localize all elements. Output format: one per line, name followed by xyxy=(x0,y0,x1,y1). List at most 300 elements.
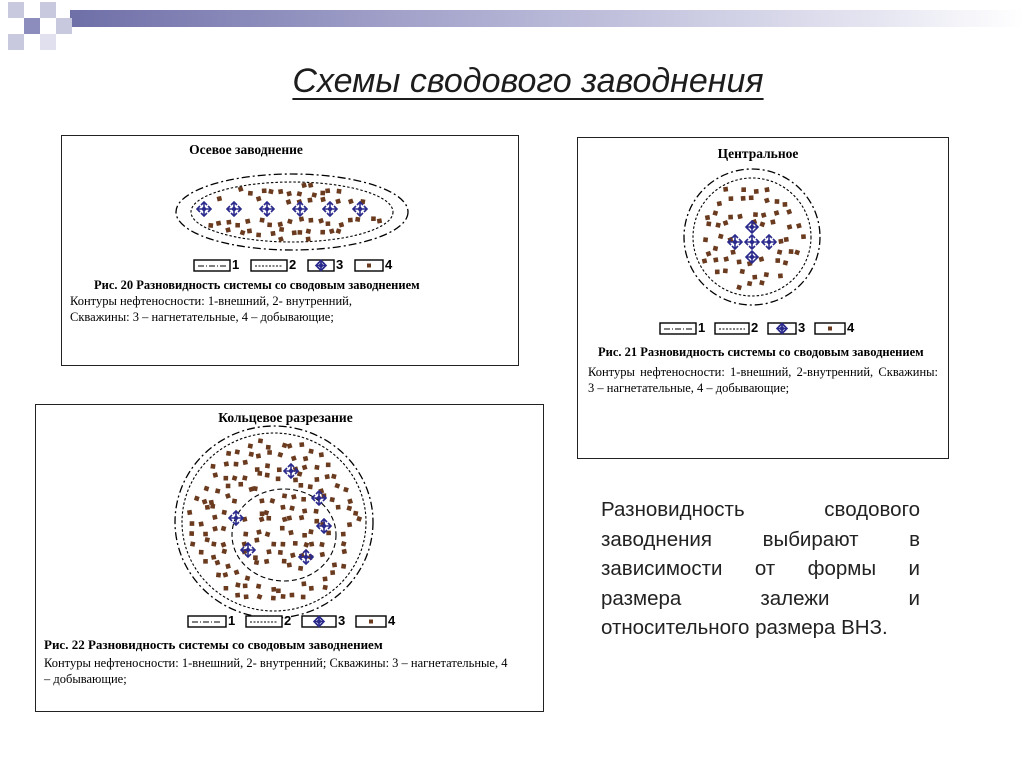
production-well-icon xyxy=(353,511,358,516)
production-well-icon xyxy=(341,532,346,537)
production-well-icon xyxy=(737,214,743,220)
production-well-icon xyxy=(325,474,330,479)
injection-well-icon xyxy=(323,202,337,216)
production-well-icon xyxy=(202,499,208,505)
production-well-icon xyxy=(314,519,319,524)
production-well-icon xyxy=(287,219,293,225)
production-well-icon xyxy=(713,246,719,252)
production-well-icon xyxy=(297,191,303,197)
production-well-icon xyxy=(289,505,295,511)
production-well-icon xyxy=(293,478,298,483)
production-well-icon xyxy=(254,560,259,565)
production-well-icon xyxy=(778,273,783,278)
production-well-icon xyxy=(774,210,780,216)
production-well-icon xyxy=(224,586,229,591)
production-well-icon xyxy=(238,186,244,192)
production-well-icon xyxy=(706,221,711,226)
production-well-icon xyxy=(703,237,708,242)
production-well-icon xyxy=(257,594,263,600)
production-well-icon xyxy=(330,570,335,575)
production-well-icon xyxy=(341,564,346,569)
production-well-icon xyxy=(258,438,263,443)
production-well-icon xyxy=(752,275,757,280)
production-well-icon xyxy=(737,259,742,264)
production-well-icon xyxy=(308,449,313,454)
production-well-icon xyxy=(265,473,270,478)
production-well-icon xyxy=(783,202,788,207)
production-well-icon xyxy=(235,582,240,587)
production-well-icon xyxy=(277,452,283,458)
production-well-icon xyxy=(749,195,754,200)
figure-20-title: Осевое заводнение xyxy=(189,142,303,157)
figure-22-caption-text: Контуры нефтеносности: 1-внешний, 2- внутренний; Скважины: 3 – нагнетательные, 4 – добывающие; xyxy=(44,656,508,686)
figure-20-caption-line2: Скважины: 3 – нагнетательные, 4 – добывающие; xyxy=(70,310,334,324)
production-well-icon xyxy=(280,542,285,547)
figure-21-title: Центральное xyxy=(717,146,799,161)
figure-21-diagram xyxy=(578,138,948,458)
production-well-icon xyxy=(740,269,745,274)
legend-label-1: 1 xyxy=(228,613,236,628)
production-well-icon xyxy=(277,467,282,472)
figure-22-panel xyxy=(35,404,544,712)
production-well-icon xyxy=(235,593,240,598)
legend-label-3: 3 xyxy=(336,257,344,272)
production-well-icon xyxy=(347,498,353,504)
production-well-icon xyxy=(215,488,220,493)
production-well-icon xyxy=(715,270,720,275)
production-well-icon xyxy=(298,566,303,571)
production-well-icon xyxy=(266,516,271,521)
production-well-icon xyxy=(266,549,271,554)
injection-well-icon xyxy=(745,235,759,249)
production-well-icon xyxy=(789,249,794,254)
production-well-icon xyxy=(308,529,313,534)
production-well-icon xyxy=(215,560,221,566)
production-well-icon xyxy=(189,531,194,536)
production-well-icon xyxy=(282,517,288,523)
production-well-icon xyxy=(320,197,326,203)
production-well-icon xyxy=(371,216,376,221)
production-well-icon xyxy=(271,596,276,601)
production-well-icon xyxy=(712,210,718,216)
production-well-icon xyxy=(736,285,742,291)
production-well-icon xyxy=(259,498,264,503)
production-well-icon xyxy=(226,451,231,456)
legend-production-icon xyxy=(367,264,371,268)
injection-well-icon xyxy=(728,235,742,249)
injection-well-icon xyxy=(197,202,211,216)
production-well-icon xyxy=(301,595,306,600)
production-well-icon xyxy=(741,187,746,192)
production-well-icon xyxy=(355,217,360,222)
production-well-icon xyxy=(301,182,307,188)
production-well-icon xyxy=(212,514,218,520)
outer-contour-ellipse xyxy=(176,174,408,250)
inner-contour-circle xyxy=(182,433,366,611)
production-well-icon xyxy=(265,531,271,537)
production-well-icon xyxy=(348,218,353,223)
injection-well-icon xyxy=(353,202,367,216)
production-well-icon xyxy=(777,249,783,255)
production-well-icon xyxy=(259,516,265,522)
production-well-icon xyxy=(728,215,733,220)
production-well-icon xyxy=(234,569,240,575)
production-well-icon xyxy=(336,228,342,234)
production-well-icon xyxy=(232,475,238,481)
production-well-icon xyxy=(314,477,319,482)
production-well-icon xyxy=(342,549,347,554)
legend-production-icon xyxy=(828,327,832,331)
production-well-icon xyxy=(322,576,327,581)
production-well-icon xyxy=(299,442,304,447)
production-well-icon xyxy=(761,212,767,218)
production-well-icon xyxy=(322,585,327,590)
production-well-icon xyxy=(306,237,311,242)
production-well-icon xyxy=(199,521,204,526)
production-well-icon xyxy=(238,482,243,487)
production-well-icon xyxy=(254,537,259,542)
production-well-icon xyxy=(213,472,219,478)
production-well-icon xyxy=(287,562,292,567)
production-well-icon xyxy=(216,572,221,577)
production-well-icon xyxy=(706,251,712,257)
production-well-icon xyxy=(287,515,292,520)
production-well-icon xyxy=(265,463,270,468)
production-well-icon xyxy=(314,465,319,470)
production-well-icon xyxy=(234,462,239,467)
production-well-icon xyxy=(286,191,292,197)
deco-square xyxy=(40,2,56,18)
legend-label-2: 2 xyxy=(284,613,292,628)
production-well-icon xyxy=(252,486,257,491)
production-well-icon xyxy=(226,484,231,489)
production-well-icon xyxy=(293,541,298,546)
production-well-icon xyxy=(723,268,728,273)
deco-square xyxy=(24,18,40,34)
production-well-icon xyxy=(775,258,780,263)
production-well-icon xyxy=(235,223,240,228)
production-well-icon xyxy=(326,221,331,226)
production-well-icon xyxy=(759,280,765,286)
production-well-icon xyxy=(303,542,309,548)
production-well-icon xyxy=(796,223,802,229)
production-well-icon xyxy=(225,493,231,499)
production-well-icon xyxy=(320,230,325,235)
production-well-icon xyxy=(336,189,341,194)
production-well-icon xyxy=(203,532,208,537)
figure-21-caption-bold: Рис. 21 Разновидность системы со сводовым заводнением xyxy=(598,345,924,359)
production-well-icon xyxy=(221,542,227,548)
legend-label-3: 3 xyxy=(798,320,806,335)
production-well-icon xyxy=(276,588,281,593)
production-well-icon xyxy=(320,191,325,196)
production-well-icon xyxy=(764,198,770,204)
production-well-icon xyxy=(356,516,362,522)
figure-21-caption-text: Контуры нефтеносности: 1-внешний, 2-внутренний, Скважины: 3 – нагнетательные, 4 – добывающие; xyxy=(588,365,938,395)
figure-20-diagram xyxy=(62,136,518,365)
figure-20-panel xyxy=(61,135,519,366)
production-well-icon xyxy=(730,249,735,254)
production-well-icon xyxy=(232,498,237,503)
production-well-icon xyxy=(326,531,331,536)
production-well-icon xyxy=(308,218,313,223)
production-well-icon xyxy=(347,522,352,527)
production-well-icon xyxy=(264,559,269,564)
production-well-icon xyxy=(203,559,208,564)
production-well-icon xyxy=(253,555,258,560)
production-well-icon xyxy=(313,509,318,514)
production-well-icon xyxy=(764,272,769,277)
production-well-icon xyxy=(278,550,283,555)
production-well-icon xyxy=(306,228,312,234)
production-well-icon xyxy=(702,258,708,264)
production-well-icon xyxy=(242,475,248,481)
production-well-icon xyxy=(243,460,248,465)
legend-label-1: 1 xyxy=(698,320,706,335)
production-well-icon xyxy=(329,228,335,234)
production-well-icon xyxy=(256,232,261,237)
injection-well-icon xyxy=(299,550,313,564)
production-well-icon xyxy=(235,449,240,454)
production-well-icon xyxy=(190,521,195,526)
production-well-icon xyxy=(225,563,231,569)
production-well-icon xyxy=(245,575,251,581)
figure-20-caption xyxy=(70,277,510,325)
production-well-icon xyxy=(309,541,314,546)
production-well-icon xyxy=(279,227,284,232)
header-gradient-band xyxy=(70,10,1024,27)
legend-label-4: 4 xyxy=(388,613,396,628)
production-well-icon xyxy=(222,510,227,515)
production-well-icon xyxy=(335,198,341,204)
production-well-icon xyxy=(377,218,382,223)
production-well-icon xyxy=(319,452,324,457)
production-well-icon xyxy=(715,222,721,228)
production-well-icon xyxy=(223,476,228,481)
production-well-icon xyxy=(778,239,783,244)
production-well-icon xyxy=(217,196,223,202)
production-well-icon xyxy=(221,526,227,532)
production-well-icon xyxy=(290,593,295,598)
production-well-icon xyxy=(299,483,304,488)
header-decoration xyxy=(0,0,1024,56)
production-well-icon xyxy=(339,222,345,228)
production-well-icon xyxy=(786,209,792,215)
production-well-icon xyxy=(286,199,292,205)
injection-well-icon xyxy=(746,251,758,263)
production-well-icon xyxy=(271,587,276,592)
production-well-icon xyxy=(319,542,324,547)
production-well-icon xyxy=(243,532,248,537)
production-well-icon xyxy=(783,260,789,266)
deco-square xyxy=(8,2,24,18)
production-well-icon xyxy=(190,541,195,546)
production-well-icon xyxy=(759,256,765,262)
production-well-icon xyxy=(326,463,331,468)
injection-well-icon xyxy=(312,491,326,505)
production-well-icon xyxy=(759,221,765,227)
production-well-icon xyxy=(256,529,262,535)
production-well-icon xyxy=(311,192,317,198)
production-well-icon xyxy=(729,196,734,201)
production-well-icon xyxy=(249,452,255,458)
production-well-icon xyxy=(334,483,340,489)
injection-well-icon xyxy=(284,464,298,478)
production-well-icon xyxy=(205,505,210,510)
production-well-icon xyxy=(303,456,309,462)
production-well-icon xyxy=(287,443,293,449)
production-well-icon xyxy=(801,234,806,239)
production-well-icon xyxy=(280,526,285,531)
production-well-icon xyxy=(299,216,305,222)
production-well-icon xyxy=(281,594,286,599)
production-well-icon xyxy=(705,215,710,220)
side-description: Разновидность сводового заводнения выбирают в зависимости от формы и размера залежи и относительного размера ВНЗ. xyxy=(601,498,920,639)
production-well-icon xyxy=(216,220,222,226)
production-well-icon xyxy=(307,198,312,203)
production-well-icon xyxy=(276,477,281,482)
production-well-icon xyxy=(318,218,324,224)
injection-well-icon xyxy=(293,202,307,216)
production-well-icon xyxy=(341,541,347,547)
production-well-icon xyxy=(256,583,262,589)
production-well-icon xyxy=(282,493,287,498)
production-well-icon xyxy=(718,234,724,240)
injection-well-icon xyxy=(227,202,241,216)
legend-label-4: 4 xyxy=(847,320,855,335)
production-well-icon xyxy=(212,526,218,532)
production-well-icon xyxy=(248,443,253,448)
legend-label-1: 1 xyxy=(232,257,240,272)
production-well-icon xyxy=(199,550,204,555)
production-well-icon xyxy=(266,445,271,450)
production-well-icon xyxy=(332,562,337,567)
production-well-icon xyxy=(290,552,296,558)
production-well-icon xyxy=(267,450,272,455)
production-well-icon xyxy=(302,464,308,470)
production-well-icon xyxy=(291,494,297,500)
deco-square xyxy=(56,18,72,34)
production-well-icon xyxy=(248,191,253,196)
production-well-icon xyxy=(256,453,261,458)
production-well-icon xyxy=(309,586,314,591)
injection-well-icon xyxy=(762,235,776,249)
production-well-icon xyxy=(297,230,302,235)
production-well-icon xyxy=(291,455,297,461)
production-well-icon xyxy=(270,231,275,236)
production-well-icon xyxy=(208,223,213,228)
production-well-icon xyxy=(240,230,246,236)
figure-21-caption xyxy=(588,344,938,396)
production-well-icon xyxy=(741,196,746,201)
production-well-icon xyxy=(278,222,284,228)
production-well-icon xyxy=(288,530,293,535)
production-well-icon xyxy=(225,227,231,233)
production-well-icon xyxy=(292,230,297,235)
production-well-icon xyxy=(280,505,285,510)
slide-title: Схемы сводового заводнения xyxy=(292,62,764,100)
production-well-icon xyxy=(320,552,325,557)
figure-22-title: Кольцевое разрезание xyxy=(218,410,353,425)
production-well-icon xyxy=(210,464,215,469)
production-well-icon xyxy=(204,486,210,492)
injection-well-icon xyxy=(260,202,274,216)
production-well-icon xyxy=(222,549,228,555)
production-well-icon xyxy=(713,257,718,262)
production-well-icon xyxy=(753,212,758,217)
production-well-icon xyxy=(223,572,229,578)
production-well-icon xyxy=(302,508,307,513)
deco-square xyxy=(8,34,24,50)
production-well-icon xyxy=(343,487,349,493)
production-well-icon xyxy=(717,201,722,206)
production-well-icon xyxy=(301,581,306,586)
deco-square xyxy=(40,34,56,50)
production-well-icon xyxy=(256,196,262,202)
production-well-icon xyxy=(329,497,334,502)
production-well-icon xyxy=(346,505,352,511)
production-well-icon xyxy=(262,188,267,193)
production-well-icon xyxy=(282,559,287,564)
production-well-icon xyxy=(331,474,337,480)
production-well-icon xyxy=(775,199,780,204)
production-well-icon xyxy=(787,224,793,230)
production-well-icon xyxy=(747,281,752,286)
production-well-icon xyxy=(226,220,231,225)
production-well-icon xyxy=(302,533,307,538)
production-well-icon xyxy=(267,222,272,227)
production-well-icon xyxy=(282,442,288,448)
production-well-icon xyxy=(325,188,330,193)
production-well-icon xyxy=(271,542,276,547)
production-well-icon xyxy=(224,461,229,466)
figure-22-caption xyxy=(44,637,514,687)
production-well-icon xyxy=(243,583,248,588)
figure-21-panel xyxy=(577,137,949,459)
production-well-icon xyxy=(204,537,209,542)
production-well-icon xyxy=(244,594,249,599)
production-well-icon xyxy=(210,504,215,509)
production-well-icon xyxy=(211,541,216,546)
figure-22-caption-bold: Рис. 22 Разновидность системы со сводовым заводнением xyxy=(44,637,383,652)
production-well-icon xyxy=(301,497,306,502)
production-well-icon xyxy=(723,220,729,226)
production-well-icon xyxy=(308,182,313,187)
figure-20-caption-line1: Контуры нефтеносности: 1-внешний, 2- внутренний, xyxy=(70,294,352,308)
production-well-icon xyxy=(259,217,264,222)
production-well-icon xyxy=(194,496,200,502)
production-well-icon xyxy=(187,510,192,515)
legend-label-2: 2 xyxy=(289,257,297,272)
production-well-icon xyxy=(299,515,304,520)
production-well-icon xyxy=(278,189,283,194)
injection-well-icon xyxy=(229,511,243,525)
production-well-icon xyxy=(348,198,354,204)
legend-label-3: 3 xyxy=(338,613,346,628)
production-well-icon xyxy=(764,187,769,192)
figure-20-caption-bold: Рис. 20 Разновидность системы со сводовым заводнением xyxy=(94,278,420,292)
production-well-icon xyxy=(336,505,341,510)
production-well-icon xyxy=(245,218,250,223)
production-well-icon xyxy=(770,219,775,224)
production-well-icon xyxy=(268,189,274,195)
production-well-icon xyxy=(270,498,276,504)
legend-production-icon xyxy=(369,620,373,624)
production-well-icon xyxy=(257,471,262,476)
production-well-icon xyxy=(247,228,252,233)
production-well-icon xyxy=(723,256,729,262)
production-well-icon xyxy=(754,189,759,194)
